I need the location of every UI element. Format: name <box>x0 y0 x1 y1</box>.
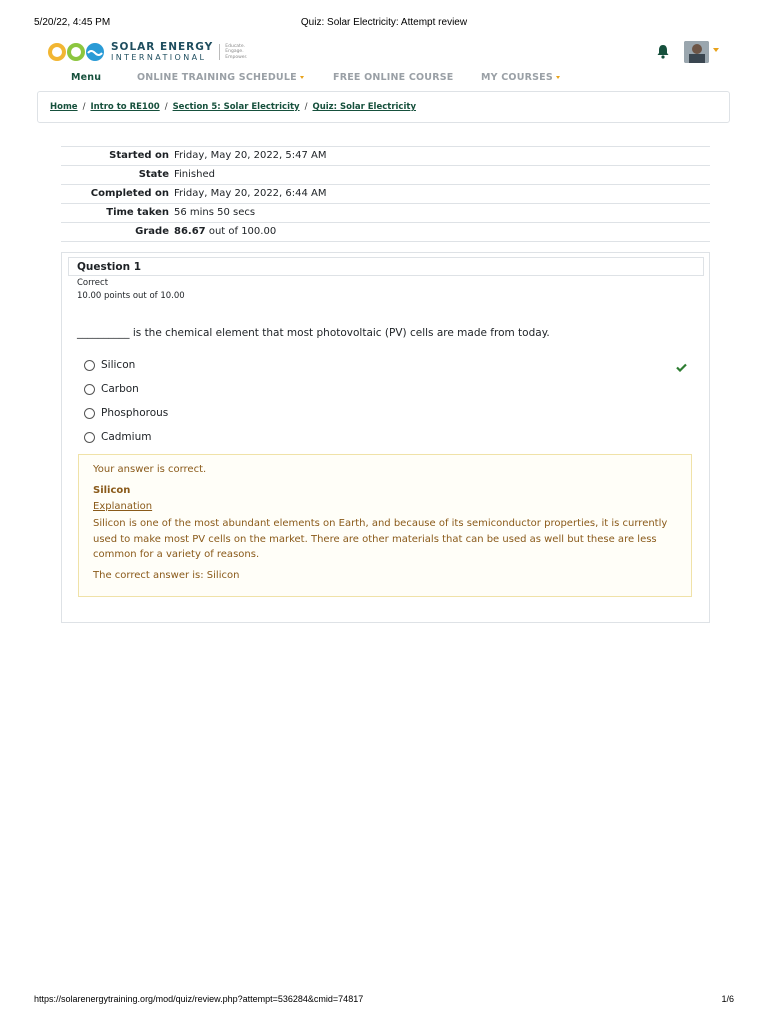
print-footer <box>0 994 768 1008</box>
tagline-educate: Educate. <box>225 43 246 49</box>
chevron-down-icon <box>300 76 304 79</box>
print-url: https://solarenergytraining.org/mod/quiz/review.php?attempt=536284&cmid=74817 <box>34 994 364 1004</box>
question-state: Correct <box>77 278 109 288</box>
question-title: Question 1 <box>77 261 142 273</box>
brand-tagline <box>219 44 247 61</box>
nav-online-training-schedule[interactable] <box>137 72 304 83</box>
grade-total: out of 100.00 <box>205 226 277 237</box>
print-date: 5/20/22, 4:45 PM <box>34 17 111 28</box>
tagline-engage: Engage. <box>225 49 244 55</box>
breadcrumb-separator: / <box>304 102 308 112</box>
nav-menu[interactable]: Menu <box>71 72 102 83</box>
print-title: Quiz: Solar Electricity: Attempt review <box>300 17 468 28</box>
answer-option[interactable] <box>84 407 168 419</box>
feedback-correct-answer: The correct answer is: Silicon <box>93 570 240 581</box>
nav-label: ONLINE TRAINING SCHEDULE <box>137 72 297 83</box>
answer-option[interactable] <box>84 359 135 371</box>
answer-feedback <box>78 454 692 597</box>
breadcrumb-quiz[interactable]: Quiz: Solar Electricity <box>312 102 416 112</box>
feedback-explanation: Silicon is one of the most abundant elements on Earth, and because of its semiconductor properties, it is currently used to make most PV cells on the market. There are other materials that can be used as well but these are less common for a variety of reasons. <box>93 518 668 560</box>
breadcrumb-separator: / <box>82 102 86 112</box>
question-card <box>61 252 710 623</box>
summary-label: Completed on <box>90 188 169 199</box>
chevron-down-icon <box>556 76 560 79</box>
option-label: Carbon <box>101 383 139 395</box>
summary-row-started <box>61 147 710 166</box>
summary-value <box>174 226 276 237</box>
summary-value: 56 mins 50 secs <box>174 207 256 218</box>
summary-value: Finished <box>174 169 215 180</box>
brand-logo[interactable] <box>47 40 247 64</box>
feedback-answer: Silicon <box>93 485 131 496</box>
option-label: Cadmium <box>101 431 152 443</box>
breadcrumb-separator: / <box>164 102 168 112</box>
print-page-number: 1/6 <box>721 994 734 1004</box>
breadcrumb-section[interactable]: Section 5: Solar Electricity <box>172 102 300 112</box>
summary-row-time-taken <box>61 204 710 223</box>
option-label: Silicon <box>101 359 136 371</box>
print-header <box>0 17 768 31</box>
main-navigation <box>0 72 768 86</box>
radio-button[interactable] <box>84 384 95 395</box>
answer-option[interactable] <box>84 431 151 443</box>
user-menu-chevron-icon[interactable] <box>713 48 719 52</box>
breadcrumb-container <box>37 91 730 123</box>
summary-value: Friday, May 20, 2022, 6:44 AM <box>174 188 327 199</box>
summary-value: Friday, May 20, 2022, 5:47 AM <box>174 150 327 161</box>
summary-row-grade <box>61 223 710 242</box>
tagline-empower: Empower. <box>225 54 248 60</box>
question-header <box>68 257 704 276</box>
summary-label: State <box>138 169 169 180</box>
radio-button[interactable] <box>84 432 95 443</box>
brand-line2: INTERNATIONAL <box>111 53 207 63</box>
question-grade: 10.00 points out of 10.00 <box>77 291 185 301</box>
summary-label: Grade <box>135 226 169 237</box>
attempt-summary-table <box>61 146 710 242</box>
grade-score: 86.67 <box>174 226 206 237</box>
breadcrumb <box>50 102 416 112</box>
user-avatar[interactable] <box>684 41 709 63</box>
correct-check-icon <box>676 357 687 376</box>
nav-my-courses[interactable] <box>481 72 560 83</box>
summary-row-completed <box>61 185 710 204</box>
feedback-explanation-label: Explanation <box>93 501 153 512</box>
answer-option[interactable] <box>84 383 139 395</box>
option-label: Phosphorous <box>101 407 169 419</box>
radio-button[interactable] <box>84 408 95 419</box>
question-text: __________ is the chemical element that most photovoltaic (PV) cells are made from today. <box>77 327 550 339</box>
sun-waves-logo-icon <box>47 41 105 63</box>
summary-row-state <box>61 166 710 185</box>
feedback-result: Your answer is correct. <box>93 464 207 475</box>
nav-label: MY COURSES <box>481 72 553 83</box>
summary-label: Time taken <box>106 207 169 218</box>
radio-button[interactable] <box>84 360 95 371</box>
breadcrumb-home[interactable]: Home <box>50 102 78 112</box>
summary-label: Started on <box>109 150 169 161</box>
nav-free-online-course[interactable]: FREE ONLINE COURSE <box>333 72 454 83</box>
notification-bell-icon[interactable] <box>656 44 670 63</box>
brand-line1: SOLAR ENERGY <box>111 40 214 53</box>
breadcrumb-course[interactable]: Intro to RE100 <box>90 102 160 112</box>
